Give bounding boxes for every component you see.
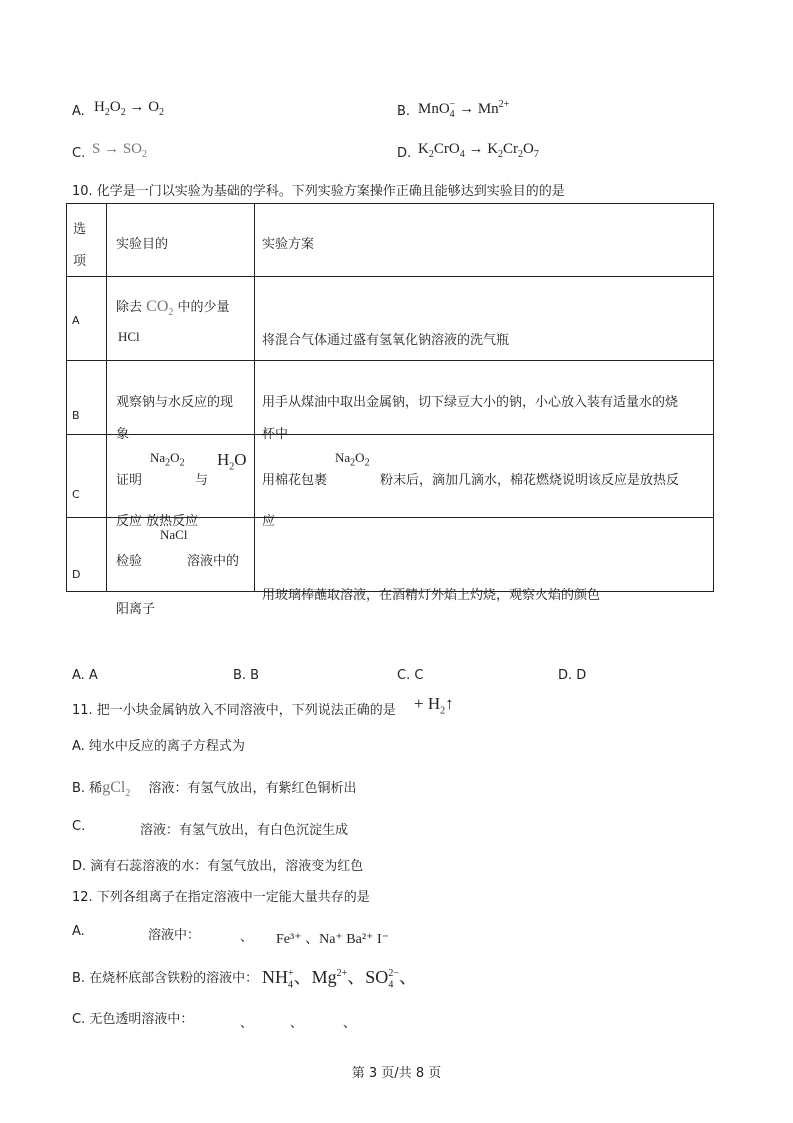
table-row-b-plan: 用手从煤油中取出金属钠，切下绿豆大小的钠，小心放入装有适量水的烧 — [262, 395, 679, 410]
table-row-d-plan: 用玻璃棒蘸取溶液，在酒精灯外焰上灼烧，观察火焰的颜色 — [262, 588, 601, 603]
table-header-purpose: 实验目的 — [116, 237, 169, 252]
table-header-option: 选 — [73, 222, 87, 237]
table-row-b-plan: 杯中 — [262, 427, 289, 442]
table-header-option: 项 — [73, 254, 87, 269]
table-row-d-purpose: 溶液中的 — [187, 554, 240, 569]
table-row-c-plan: 应 — [262, 514, 276, 529]
q12-stem: 12. 下列各组离子在指定溶液中一定能大量共存的是 — [72, 890, 370, 905]
table-row-c-plan: 用棉花包裹 — [262, 473, 328, 488]
q12-option-c-sep: 、 — [343, 1016, 357, 1031]
q12-option-c[interactable]: C. 无色透明溶液中： — [72, 1012, 194, 1027]
page-footer: 第 3 页/共 8 页 — [351, 1066, 442, 1081]
table-row-c-plan-formula: $Na_2O_2$ — [335, 450, 370, 469]
q11-option-a[interactable]: A. 纯水中反应的离子方程式为 — [72, 739, 245, 754]
q12-option-a-text: 溶液中： — [148, 928, 201, 943]
q12-option-b-ions: $NH_4^+$、$Mg^{2+}$、$SO_4^{2-}$、 — [262, 967, 417, 991]
q12-option-b[interactable]: B. 在烧杯底部含铁粉的溶液中： — [72, 971, 259, 986]
table-row-c-option: C — [72, 488, 80, 501]
table-row-b-purpose: 观察钠与水反应的现 — [116, 395, 234, 410]
table-row-b-purpose: 象 — [116, 427, 130, 442]
q9-option-a-formula: $H_2O_2 \to O_2$ — [94, 99, 165, 118]
q9-option-a-label: A. — [72, 104, 85, 119]
table-row-d-formula: NaCl — [160, 527, 188, 542]
table-row-d-purpose: 阳离子 — [116, 602, 156, 617]
q10-choice-d[interactable]: D. D — [558, 668, 587, 683]
table-row-c-purpose: 与 — [195, 473, 209, 488]
q9-option-c-label: C. — [72, 146, 86, 161]
q12-option-a-ions: Fe³⁺ 、Na⁺ Ba²⁺ I⁻ — [276, 932, 389, 947]
table-header-plan: 实验方案 — [262, 237, 315, 252]
q12-option-c-sep: 、 — [290, 1016, 304, 1031]
q10-stem: 10. 化学是一门以实验为基础的学科。下列实验方案操作正确且能够达到实验目的的是 — [72, 184, 565, 199]
q11-option-d[interactable]: D. 滴有石蕊溶液的水：有氢气放出，溶液变为红色 — [72, 859, 364, 874]
table-row-c-formula-na2o2: $Na_2O_2$ — [150, 450, 185, 469]
q10-choice-a[interactable]: A. A — [72, 668, 98, 683]
q9-option-b-label: B. — [397, 104, 411, 119]
q11-option-b[interactable]: B. 稀gCl$_2$ 溶液：有氢气放出，有紫红色铜析出 — [72, 779, 357, 800]
q9-option-d-formula: $K_2CrO_4 \to K_2Cr_2O_7$ — [418, 141, 539, 160]
table-row-c-formula-h2o: $H_2O$ — [217, 450, 247, 473]
q9-option-c-formula: $S \to SO_2$ — [92, 141, 148, 160]
q10-choice-b[interactable]: B. B — [233, 668, 260, 683]
q9-option-d-label: D. — [397, 146, 412, 161]
q11-option-c[interactable]: 溶液：有氢气放出，有白色沉淀生成 — [140, 823, 349, 838]
table-row-c-purpose: 证明 — [116, 473, 143, 488]
q11-equation-fragment: + $H_2↑$ — [414, 694, 454, 717]
table-row-a-purpose-formula: HCl — [118, 329, 140, 344]
q11-option-c-label[interactable]: C. — [72, 819, 86, 834]
q12-option-a-sep: 、 — [240, 930, 254, 945]
table-row-d-option: D — [72, 568, 81, 581]
table-row-c-purpose: 反应 放热反应 — [116, 514, 199, 529]
table-row-a-purpose: 除去 $CO_2$ 中的少量 — [116, 298, 230, 319]
table-row-a-option: A — [72, 314, 80, 327]
q9-option-b-formula: $MnO_4^- \to Mn^{2+}$ — [418, 99, 510, 120]
table-row-d-purpose: 检验 — [116, 554, 143, 569]
table-row-c-plan: 粉末后，滴加几滴水，棉花燃烧说明该反应是放热反 — [380, 473, 680, 488]
q10-choice-c[interactable]: C. C — [397, 668, 424, 683]
q12-option-c-sep: 、 — [240, 1016, 254, 1031]
q11-stem: 11. 把一小块金属钠放入不同溶液中，下列说法正确的是 — [72, 703, 396, 718]
table-row-a-plan: 将混合气体通过盛有氢氧化钠溶液的洗气瓶 — [262, 333, 510, 348]
table-row-b-option: B — [72, 409, 80, 422]
q12-option-a-label[interactable]: A. — [72, 924, 85, 939]
